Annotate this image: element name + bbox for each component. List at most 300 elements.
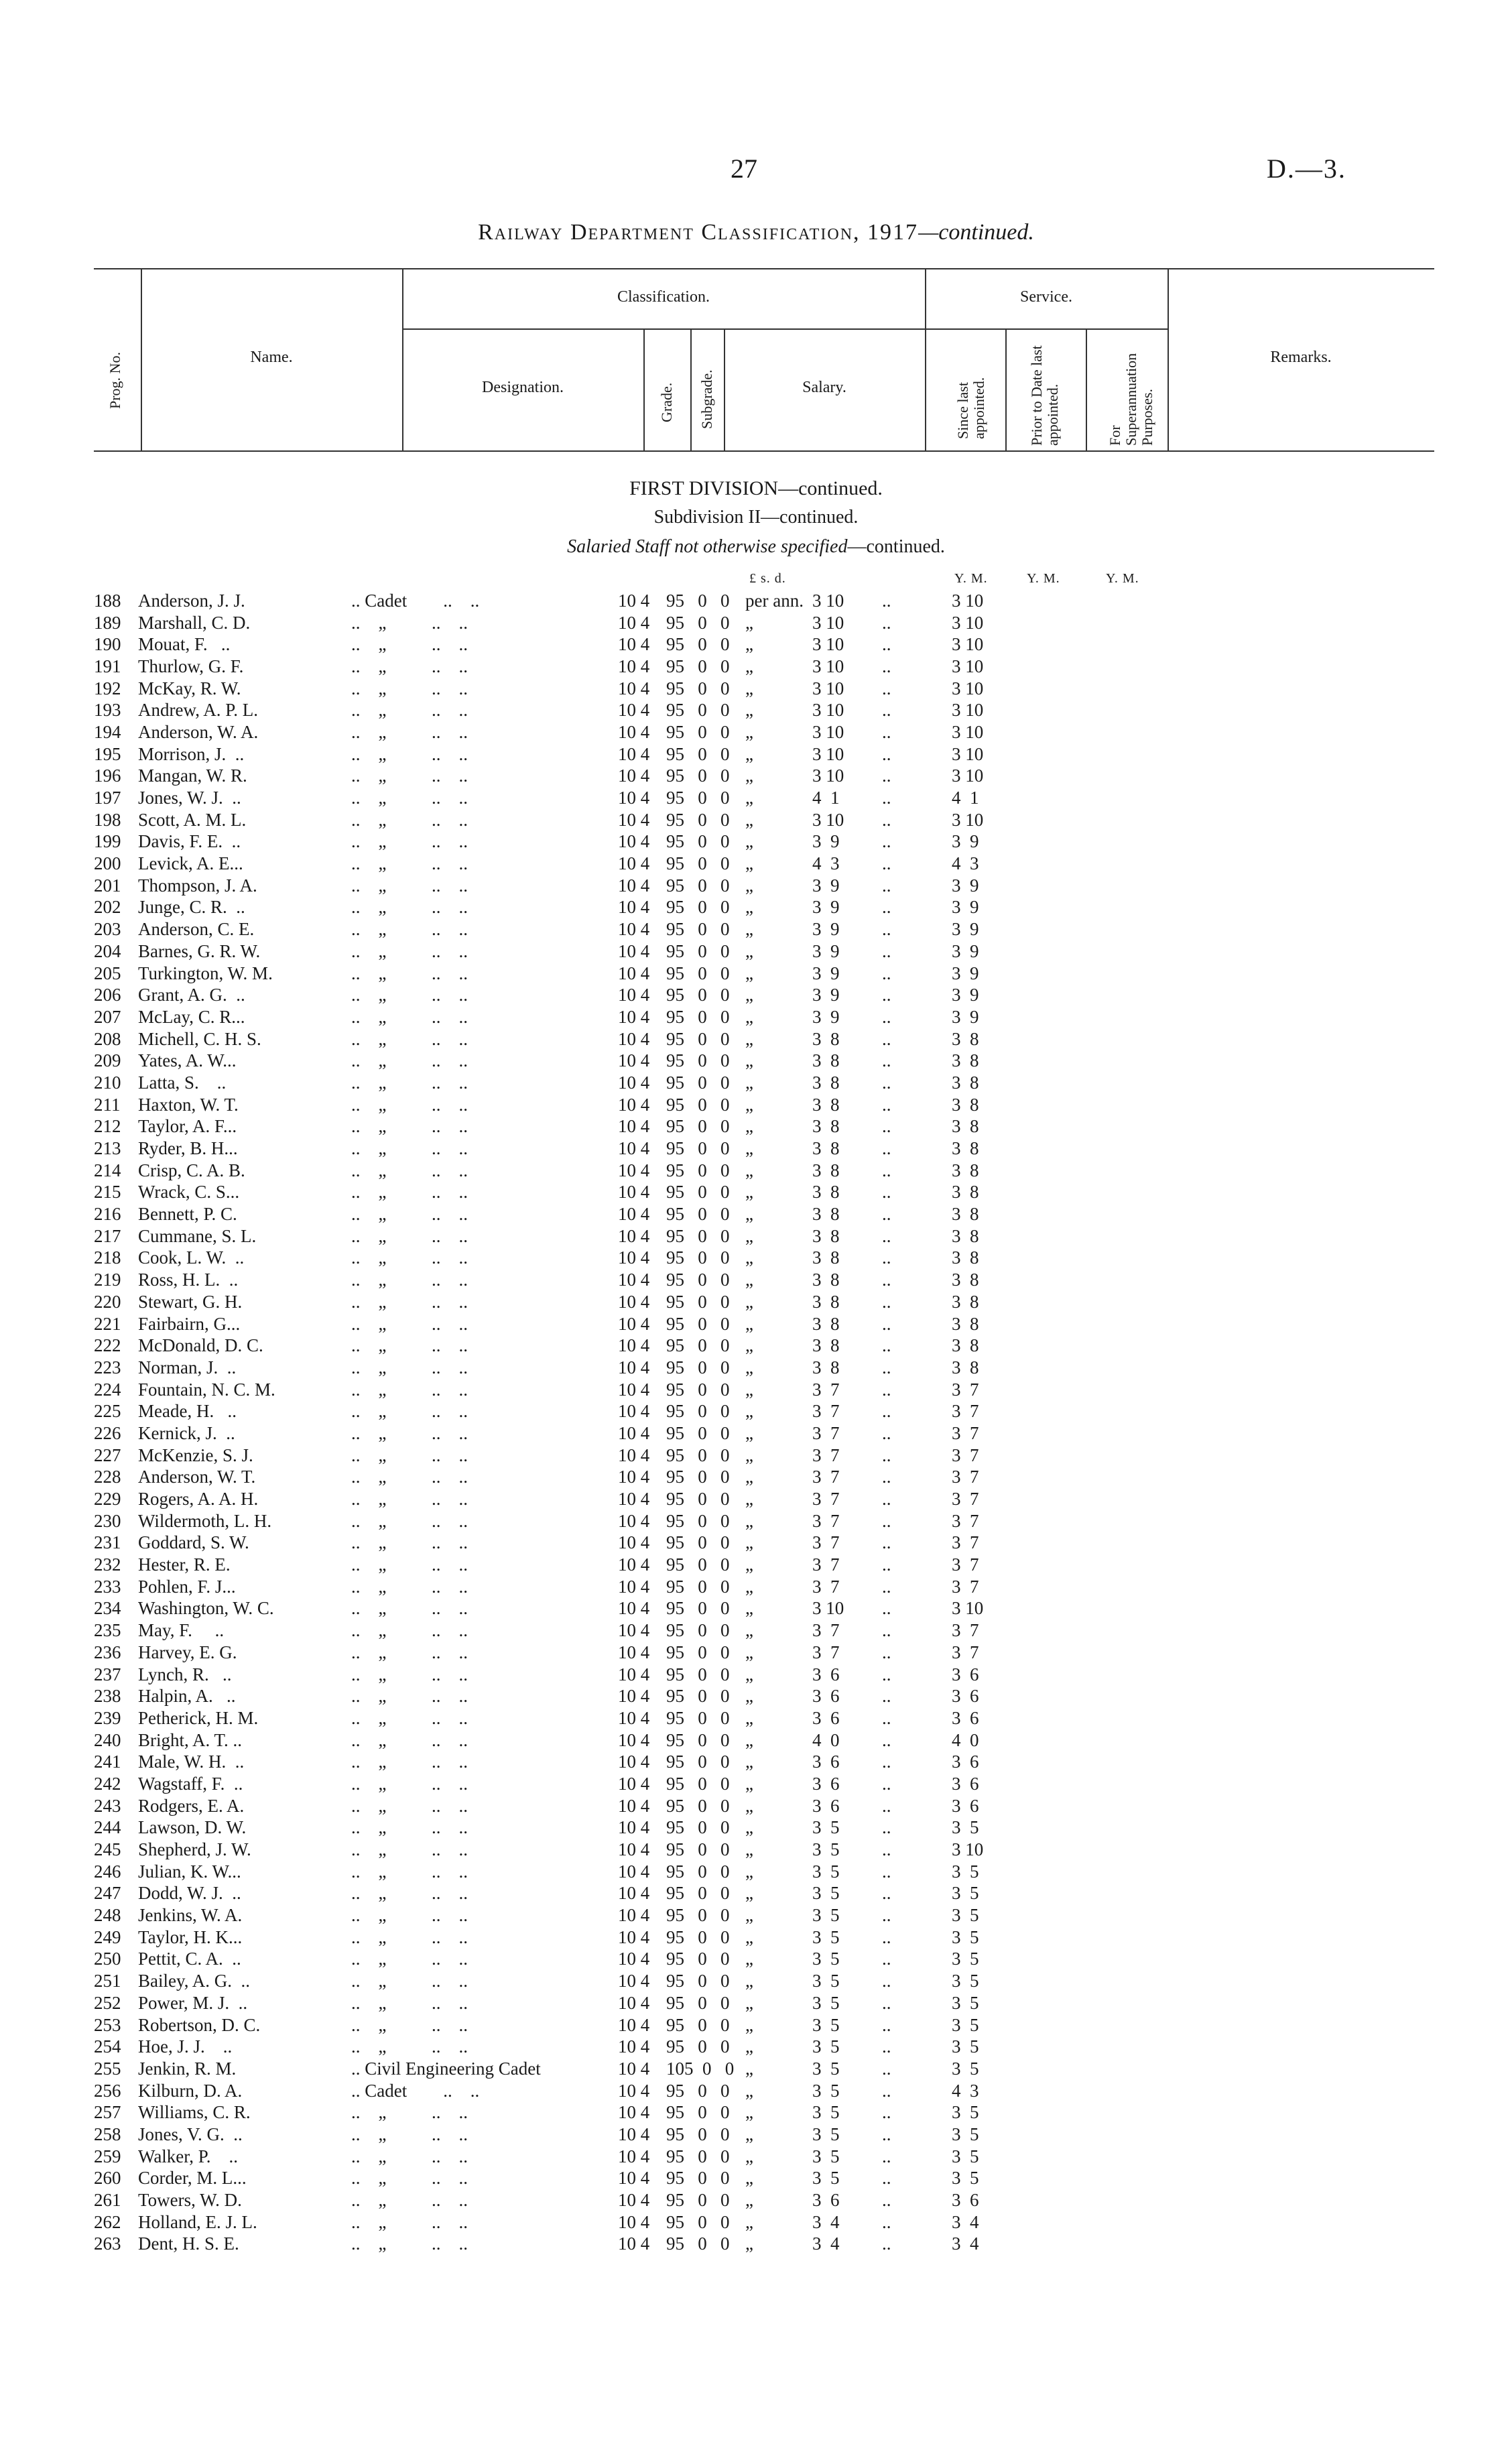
prog-no-cell: 259 (94, 2146, 121, 2166)
grade-cell: 10 4 (618, 1773, 650, 1794)
designation-cell: .. „ .. .. (351, 1817, 468, 1838)
table-row (94, 963, 1012, 985)
name-cell: Marshall, C. D. (138, 612, 251, 633)
grade-cell: 10 4 (618, 1160, 650, 1180)
prog-no-cell: 249 (94, 1926, 121, 1947)
table-row (94, 633, 1012, 656)
table-row (94, 1949, 1012, 1971)
designation-cell: .. „ .. .. (351, 1357, 468, 1377)
since-last-cell: 3 6 (812, 1664, 840, 1684)
name-cell: McDonald, D. C. (138, 1335, 263, 1356)
table-row (94, 1247, 1012, 1270)
table-row (94, 1357, 1012, 1379)
since-last-cell: 3 10 (812, 634, 844, 655)
superannuation-cell: 4 3 (952, 853, 979, 874)
prog-no-cell: 210 (94, 1072, 121, 1093)
name-cell: Robertson, D. C. (138, 2014, 261, 2035)
superannuation-cell: 3 9 (952, 919, 979, 940)
name-cell: Mouat, F. .. (138, 634, 231, 655)
prior-cell: .. (882, 985, 891, 1005)
salary-cell: 95 0 0 (666, 1467, 730, 1487)
prog-no-cell: 209 (94, 1050, 121, 1071)
superannuation-cell: 3 6 (952, 1752, 979, 1772)
name-cell: Hoe, J. J. .. (138, 2036, 233, 2057)
prior-cell: .. (882, 656, 891, 676)
grade-cell: 10 4 (618, 700, 650, 721)
salary-cell: 95 0 0 (666, 1883, 730, 1904)
since-last-cell: 3 5 (812, 2036, 840, 2057)
prior-cell: .. (882, 1752, 891, 1772)
superannuation-cell: 3 5 (952, 2168, 979, 2189)
superannuation-cell: 3 5 (952, 2014, 979, 2035)
since-last-cell: 3 7 (812, 1620, 840, 1641)
table-row (94, 1576, 1012, 1598)
name-cell: Rodgers, E. A. (138, 1795, 245, 1816)
since-last-cell: 3 4 (812, 2211, 840, 2232)
name-cell: Jones, W. J. .. (138, 788, 241, 808)
superannuation-cell: 3 8 (952, 1335, 979, 1356)
prior-cell: .. (882, 1313, 891, 1334)
superannuation-cell: 3 10 (952, 634, 984, 655)
grade-cell: 10 4 (618, 1204, 650, 1225)
prior-cell: .. (882, 1445, 891, 1465)
salary-period-cell: „ (745, 1949, 753, 1969)
prog-no-cell: 195 (94, 743, 121, 764)
name-cell: Crisp, C. A. B. (138, 1160, 245, 1180)
table-row (94, 1488, 1012, 1510)
salary-period-cell: „ (745, 1620, 753, 1641)
prior-cell: .. (882, 940, 891, 961)
grade-cell: 10 4 (618, 1445, 650, 1465)
salary-period-cell: „ (745, 1116, 753, 1137)
table-row (94, 1773, 1012, 1795)
prior-cell: .. (882, 2233, 891, 2254)
salary-cell: 95 0 0 (666, 1729, 730, 1750)
grade-cell: 10 4 (618, 1839, 650, 1860)
designation-cell: .. „ .. .. (351, 1883, 468, 1904)
prog-no-cell: 245 (94, 1839, 121, 1860)
salary-period-cell: „ (745, 1817, 753, 1838)
grade-cell: 10 4 (618, 1861, 650, 1882)
name-cell: Petherick, H. M. (138, 1707, 259, 1728)
prog-no-cell: 205 (94, 963, 121, 983)
prog-no-cell: 188 (94, 590, 121, 611)
superannuation-cell: 3 4 (952, 2211, 979, 2232)
grade-cell: 10 4 (618, 721, 650, 742)
grade-cell: 10 4 (618, 1313, 650, 1334)
grade-cell: 10 4 (618, 788, 650, 808)
since-last-cell: 3 10 (812, 765, 844, 786)
since-last-cell: 3 7 (812, 1554, 840, 1575)
table-row (94, 1554, 1012, 1576)
header-classification: Classification. (617, 288, 710, 306)
grade-cell: 10 4 (618, 2124, 650, 2144)
since-last-cell: 3 6 (812, 1795, 840, 1816)
grade-cell: 10 4 (618, 1664, 650, 1684)
grade-cell: 10 4 (618, 1072, 650, 1093)
salary-cell: 95 0 0 (666, 2146, 730, 2166)
prior-cell: .. (882, 2036, 891, 2057)
salary-cell: 105 0 0 (666, 2058, 735, 2079)
salary-period-cell: „ (745, 1225, 753, 1246)
salary-period-cell: „ (745, 2146, 753, 2166)
name-cell: Norman, J. .. (138, 1357, 237, 1377)
prior-cell: .. (882, 875, 891, 896)
table-row (94, 918, 1012, 940)
name-cell: Pettit, C. A. .. (138, 1949, 241, 1969)
staff-heading (0, 536, 1512, 558)
prior-cell: .. (882, 809, 891, 830)
since-last-cell: 3 10 (812, 612, 844, 633)
salary-cell: 95 0 0 (666, 1094, 730, 1115)
prior-cell: .. (882, 1949, 891, 1969)
superannuation-cell: 3 7 (952, 1422, 979, 1443)
name-cell: Dent, H. S. E. (138, 2233, 239, 2254)
salary-period-cell: „ (745, 700, 753, 721)
table-row (94, 1291, 1012, 1313)
salary-cell: 95 0 0 (666, 590, 730, 611)
since-last-cell: 3 7 (812, 1467, 840, 1487)
grade-cell: 10 4 (618, 1094, 650, 1115)
prior-cell: .. (882, 1489, 891, 1510)
prior-cell: .. (882, 2058, 891, 2079)
header-grade: Grade. (658, 382, 675, 422)
prog-no-cell: 206 (94, 985, 121, 1005)
prior-cell: .. (882, 743, 891, 764)
since-last-cell: 3 8 (812, 1138, 840, 1159)
salary-period-cell: „ (745, 1926, 753, 1947)
prog-no-cell: 217 (94, 1225, 121, 1246)
grade-cell: 10 4 (618, 2168, 650, 2189)
salary-period-cell: „ (745, 809, 753, 830)
grade-cell: 10 4 (618, 2058, 650, 2079)
salary-period-cell: „ (745, 2233, 753, 2254)
salary-cell: 95 0 0 (666, 1138, 730, 1159)
superannuation-cell: 3 7 (952, 1532, 979, 1553)
prog-no-cell: 236 (94, 1642, 121, 1662)
salary-cell: 95 0 0 (666, 1422, 730, 1443)
salary-period-cell: „ (745, 1686, 753, 1707)
table-row (94, 1707, 1012, 1729)
prior-cell: .. (882, 1467, 891, 1487)
superannuation-cell: 3 8 (952, 1138, 979, 1159)
salary-period-cell: „ (745, 2036, 753, 2057)
table-row (94, 743, 1012, 765)
grade-cell: 10 4 (618, 1883, 650, 1904)
since-last-cell: 3 10 (812, 809, 844, 830)
grade-cell: 10 4 (618, 1357, 650, 1377)
designation-cell: .. „ .. .. (351, 1401, 468, 1422)
grade-cell: 10 4 (618, 1554, 650, 1575)
prior-cell: .. (882, 1992, 891, 2013)
since-last-cell: 3 9 (812, 897, 840, 918)
name-cell: Bright, A. T. .. (138, 1729, 243, 1750)
prog-no-cell: 254 (94, 2036, 121, 2057)
designation-cell: .. „ .. .. (351, 1445, 468, 1465)
units-prior: Y. M. (1027, 571, 1060, 586)
salary-period-cell: „ (745, 765, 753, 786)
prior-cell: .. (882, 963, 891, 983)
salary-cell: 95 0 0 (666, 1182, 730, 1203)
salary-cell: 95 0 0 (666, 853, 730, 874)
grade-cell: 10 4 (618, 2102, 650, 2123)
prior-cell: .. (882, 1050, 891, 1071)
since-last-cell: 3 4 (812, 2233, 840, 2254)
title-suffix: —continued. (918, 220, 1034, 245)
grade-cell: 10 4 (618, 1138, 650, 1159)
table-row (94, 1664, 1012, 1686)
superannuation-cell: 3 7 (952, 1510, 979, 1531)
table-row (94, 2168, 1012, 2190)
header-bottom-rule (94, 450, 1434, 452)
grade-cell: 10 4 (618, 853, 650, 874)
name-cell: Wrack, C. S... (138, 1182, 240, 1203)
grade-cell: 10 4 (618, 1510, 650, 1531)
grade-cell: 10 4 (618, 678, 650, 698)
name-cell: Shepherd, J. W. (138, 1839, 251, 1860)
prior-cell: .. (882, 1532, 891, 1553)
name-cell: Corder, M. L... (138, 2168, 247, 2189)
salary-period-cell: „ (745, 1182, 753, 1203)
salary-cell: 95 0 0 (666, 1313, 730, 1334)
prior-cell: .. (882, 1422, 891, 1443)
name-cell: Anderson, J. J. (138, 590, 245, 611)
prior-cell: .. (882, 1204, 891, 1225)
designation-cell: .. „ .. .. (351, 1971, 468, 1991)
designation-cell: .. „ .. .. (351, 1992, 468, 2013)
prior-cell: .. (882, 1773, 891, 1794)
since-last-cell: 3 5 (812, 1817, 840, 1838)
grade-cell: 10 4 (618, 2014, 650, 2035)
prog-no-cell: 238 (94, 1686, 121, 1707)
table-row (94, 590, 1012, 612)
since-last-cell: 3 9 (812, 963, 840, 983)
table-row (94, 875, 1012, 897)
prog-no-cell: 243 (94, 1795, 121, 1816)
name-cell: Jenkin, R. M. (138, 2058, 237, 2079)
designation-cell: .. „ .. .. (351, 1072, 468, 1093)
designation-cell: .. „ .. .. (351, 1707, 468, 1728)
salary-cell: 95 0 0 (666, 1992, 730, 2013)
designation-cell: .. „ .. .. (351, 2014, 468, 2035)
table-row (94, 940, 1012, 963)
prior-cell: .. (882, 1335, 891, 1356)
superannuation-cell: 3 8 (952, 1050, 979, 1071)
designation-cell: .. „ .. .. (351, 2146, 468, 2166)
salary-period-cell: „ (745, 2124, 753, 2144)
salary-period-cell: „ (745, 1270, 753, 1290)
since-last-cell: 3 9 (812, 919, 840, 940)
designation-cell: .. „ .. .. (351, 1313, 468, 1334)
since-last-cell: 3 5 (812, 1949, 840, 1969)
superannuation-cell: 3 5 (952, 2058, 979, 2079)
table-row (94, 1050, 1012, 1072)
name-cell: Anderson, W. T. (138, 1467, 256, 1487)
table-row (94, 1400, 1012, 1422)
staff-table (94, 590, 1012, 2255)
grade-cell: 10 4 (618, 1752, 650, 1772)
salary-cell: 95 0 0 (666, 1598, 730, 1619)
since-last-cell: 3 8 (812, 1313, 840, 1334)
salary-cell: 95 0 0 (666, 765, 730, 786)
designation-cell: .. „ .. .. (351, 2211, 468, 2232)
prog-no-cell: 251 (94, 1971, 121, 1991)
table-row (94, 1992, 1012, 2014)
prog-no-cell: 232 (94, 1554, 121, 1575)
grade-cell: 10 4 (618, 1028, 650, 1049)
prior-cell: .. (882, 1072, 891, 1093)
grade-cell: 10 4 (618, 1926, 650, 1947)
superannuation-cell: 3 8 (952, 1094, 979, 1115)
grade-cell: 10 4 (618, 1467, 650, 1487)
table-row (94, 1510, 1012, 1532)
designation-cell: .. „ .. .. (351, 985, 468, 1005)
since-last-cell: 3 5 (812, 2102, 840, 2123)
table-row (94, 1642, 1012, 1664)
prog-no-cell: 189 (94, 612, 121, 633)
table-row (94, 2101, 1012, 2124)
superannuation-cell: 3 8 (952, 1028, 979, 1049)
prior-cell: .. (882, 1357, 891, 1377)
prior-cell: .. (882, 853, 891, 874)
page-number: 27 (731, 154, 757, 184)
superannuation-cell: 3 7 (952, 1576, 979, 1597)
name-cell: Washington, W. C. (138, 1598, 274, 1619)
table-row (94, 1685, 1012, 1707)
prior-cell: .. (882, 1664, 891, 1684)
table-row (94, 699, 1012, 721)
salary-cell: 95 0 0 (666, 1949, 730, 1969)
table-row (94, 1839, 1012, 1861)
name-cell: Haxton, W. T. (138, 1094, 239, 1115)
grade-cell: 10 4 (618, 1817, 650, 1838)
table-row (94, 2233, 1012, 2256)
since-last-cell: 3 8 (812, 1270, 840, 1290)
prior-cell: .. (882, 1883, 891, 1904)
salary-cell: 95 0 0 (666, 1247, 730, 1268)
table-row (94, 1379, 1012, 1401)
prior-cell: .. (882, 700, 891, 721)
salary-cell: 95 0 0 (666, 1554, 730, 1575)
designation-cell: .. „ .. .. (351, 1773, 468, 1794)
superannuation-cell: 3 10 (952, 743, 984, 764)
designation-cell: .. „ .. .. (351, 940, 468, 961)
salary-period-cell: „ (745, 2014, 753, 2035)
superannuation-cell: 3 10 (952, 765, 984, 786)
salary-cell: 95 0 0 (666, 1006, 730, 1027)
prog-no-cell: 247 (94, 1883, 121, 1904)
prior-cell: .. (882, 788, 891, 808)
grade-cell: 10 4 (618, 2146, 650, 2166)
since-last-cell: 3 7 (812, 1401, 840, 1422)
name-cell: Scott, A. M. L. (138, 809, 247, 830)
prog-no-cell: 252 (94, 1992, 121, 2013)
superannuation-cell: 3 6 (952, 1707, 979, 1728)
prog-no-cell: 199 (94, 831, 121, 852)
salary-period-cell: „ (745, 1642, 753, 1662)
salary-cell: 95 0 0 (666, 1357, 730, 1377)
since-last-cell: 3 5 (812, 1992, 840, 2013)
name-cell: Bailey, A. G. .. (138, 1971, 250, 1991)
salary-cell: 95 0 0 (666, 1707, 730, 1728)
name-cell: Stewart, G. H. (138, 1291, 243, 1312)
prog-no-cell: 257 (94, 2102, 121, 2123)
salary-cell: 95 0 0 (666, 1160, 730, 1180)
since-last-cell: 3 8 (812, 1072, 840, 1093)
col-divider-designation (643, 328, 645, 450)
table-row (94, 2146, 1012, 2168)
designation-cell: .. „ .. .. (351, 612, 468, 633)
salary-cell: 95 0 0 (666, 1291, 730, 1312)
table-row (94, 678, 1012, 700)
designation-cell: .. „ .. .. (351, 1094, 468, 1115)
prog-no-cell: 193 (94, 700, 121, 721)
header-top-rule (94, 268, 1434, 269)
prior-cell: .. (882, 765, 891, 786)
salary-cell: 95 0 0 (666, 1642, 730, 1662)
grade-cell: 10 4 (618, 1050, 650, 1071)
name-cell: McLay, C. R... (138, 1006, 245, 1027)
salary-cell: 95 0 0 (666, 1686, 730, 1707)
since-last-cell: 4 0 (812, 1729, 840, 1750)
designation-cell: .. „ .. .. (351, 1291, 468, 1312)
since-last-cell: 3 8 (812, 1160, 840, 1180)
superannuation-cell: 3 8 (952, 1204, 979, 1225)
prior-cell: .. (882, 1795, 891, 1816)
table-row (94, 831, 1012, 853)
grade-cell: 10 4 (618, 1992, 650, 2013)
salary-cell: 95 0 0 (666, 743, 730, 764)
prog-no-cell: 211 (94, 1094, 121, 1115)
table-row (94, 1094, 1012, 1116)
designation-cell: .. „ .. .. (351, 1949, 468, 1969)
service-rule (925, 328, 1168, 330)
grade-cell: 10 4 (618, 1225, 650, 1246)
salary-cell: 95 0 0 (666, 1905, 730, 1926)
grade-cell: 10 4 (618, 1949, 650, 1969)
superannuation-cell: 3 7 (952, 1445, 979, 1465)
superannuation-cell: 4 0 (952, 1729, 979, 1750)
name-cell: Anderson, W. A. (138, 721, 259, 742)
salary-period-cell: „ (745, 1664, 753, 1684)
since-last-cell: 3 7 (812, 1379, 840, 1400)
table-row (94, 1970, 1012, 1992)
prog-no-cell: 234 (94, 1598, 121, 1619)
name-cell: Taylor, A. F... (138, 1116, 237, 1137)
designation-cell: .. „ .. .. (351, 2168, 468, 2189)
grade-cell: 10 4 (618, 2211, 650, 2232)
superannuation-cell: 3 9 (952, 831, 979, 852)
designation-cell: .. „ .. .. (351, 1795, 468, 1816)
staff-table-body (94, 590, 1012, 2255)
salary-period-cell: „ (745, 1861, 753, 1882)
salary-cell: 95 0 0 (666, 1028, 730, 1049)
prog-no-cell: 250 (94, 1949, 121, 1969)
prog-no-cell: 213 (94, 1138, 121, 1159)
name-cell: Bennett, P. C. (138, 1204, 237, 1225)
grade-cell: 10 4 (618, 897, 650, 918)
name-cell: Andrew, A. P. L. (138, 700, 258, 721)
table-row (94, 1861, 1012, 1883)
table-row (94, 2036, 1012, 2058)
name-cell: Morrison, J. .. (138, 743, 245, 764)
prog-no-cell: 198 (94, 809, 121, 830)
salary-period-cell: „ (745, 1357, 753, 1377)
designation-cell: .. „ .. .. (351, 743, 468, 764)
subdivision-heading: Subdivision II—continued. (653, 507, 859, 528)
prog-no-cell: 223 (94, 1357, 121, 1377)
salary-period-cell: „ (745, 831, 753, 852)
